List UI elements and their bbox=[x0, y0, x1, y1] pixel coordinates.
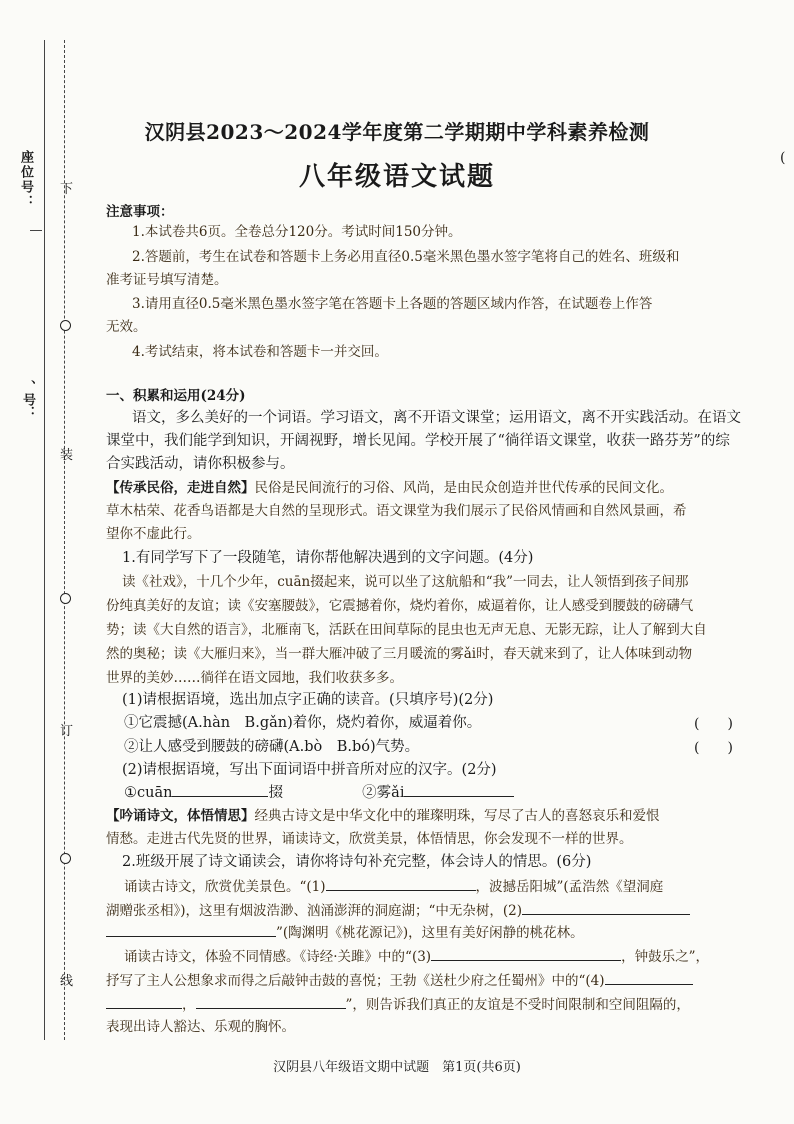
poem-line-4 bbox=[124, 946, 764, 967]
answer-paren-1[interactable]: ( ) bbox=[694, 716, 733, 732]
seat-number-label: 座位号： bbox=[18, 150, 33, 210]
poem-line-2 bbox=[106, 900, 746, 921]
intro-line-3: 合实践活动，请你积极参与。 bbox=[106, 456, 295, 472]
block2-text-1: 经典古诗文是中华文化中的璀璨明珠，写尽了古人的喜怒哀乐和爱恨 bbox=[254, 808, 660, 824]
question-1-1: (1)请根据语境，选出加点字正确的读音。(只填序号)(2分) bbox=[122, 692, 494, 708]
essay-line-5: 世界的美妙……徜徉在语文园地，我们收获多多。 bbox=[106, 670, 403, 686]
poem-blank-2[interactable] bbox=[522, 900, 690, 915]
block1-line-1 bbox=[106, 478, 746, 498]
note-1: 1.本试卷共6页。全卷总分120分。考试时间150分钟。 bbox=[132, 224, 462, 240]
poem-2-lead: 湖赠张丞相》)，这里有烟波浩渺、汹涌澎湃的洞庭湖；“中无杂树，(2) bbox=[106, 903, 523, 919]
block2-tag: 【吟诵诗文，体悟情思】 bbox=[106, 808, 255, 824]
question-1-2-answers bbox=[124, 782, 764, 803]
poem-1-lead: 诵读古诗文，欣赏优美景色。“(1) bbox=[124, 879, 326, 895]
page-footer: 汉阴县八年级语文期中试题 第1页(共6页) bbox=[273, 1060, 521, 1075]
block2-line-1 bbox=[106, 806, 746, 826]
section-heading: 一、积累和运用(24分) bbox=[106, 388, 246, 404]
binding-char-xia: 下 bbox=[60, 182, 74, 197]
poem-blank-4[interactable] bbox=[605, 970, 693, 985]
question-1-2: (2)请根据语境，写出下面词语中拼音所对应的汉字。(2分) bbox=[122, 762, 497, 778]
poem-blank-4-cont-b[interactable] bbox=[196, 994, 346, 1009]
notes-heading: 注意事项： bbox=[106, 204, 174, 220]
note-2a: 2.答题前，考生在试卷和答题卡上务必用直径0.5毫米黑色墨水签字笔将自己的姓名、班级和 bbox=[132, 249, 680, 265]
poem-blank-4-cont-a[interactable] bbox=[106, 994, 182, 1009]
poem-3-tail: ”(陶渊明《桃花源记》)，这里有美好闲静的桃花林。 bbox=[276, 925, 584, 941]
answer-paren-2[interactable]: ( ) bbox=[694, 740, 733, 756]
poem-line-1 bbox=[124, 876, 764, 897]
poem-1-tail: ，波撼岳阳城”(孟浩然《望洞庭 bbox=[475, 879, 664, 895]
answer-blank-ai[interactable] bbox=[404, 782, 514, 797]
binding-char-xian: 线 bbox=[60, 974, 74, 989]
corner-mark: ( bbox=[780, 150, 786, 166]
poem-blank-3[interactable] bbox=[431, 946, 621, 961]
note-3a: 3.请用直径0.5毫米黑色墨水签字笔在答题卡上各题的答题区域内作答，在试题卷上作答 bbox=[132, 296, 653, 312]
binding-hole-3 bbox=[60, 853, 71, 864]
seat-underline bbox=[30, 230, 42, 231]
binding-char-ding: 订 bbox=[60, 724, 74, 739]
intro-line-1: 语文，多么美好的一个词语。学习语文，离不开语文课堂；运用语文，离不开实践活动。在语文 bbox=[132, 410, 741, 426]
intro-line-2: 课堂中，我们能学到知识，开阔视野，增长见闻。学校开展了“徜徉语文课堂，收获一路芬芳”的综 bbox=[106, 433, 730, 449]
essay-line-2: 份纯真美好的友谊；读《安塞腰鼓》，它震撼着你，烧灼着你，威逼着你，让人感受到腰鼓的磅礴气 bbox=[106, 598, 694, 614]
exam-subtitle: 八年级语文试题 bbox=[298, 162, 495, 192]
note-4: 4.考试结束，将本试卷和答题卡一并交回。 bbox=[132, 344, 388, 360]
poem-line-7: 表现出诗人豁达、乐观的胸怀。 bbox=[106, 1019, 295, 1035]
poem-6-tail: ”，则告诉我们真正的友谊是不受时间限制和空间阻隔的， bbox=[345, 997, 690, 1013]
question-1-2-b: ②雾ǎi bbox=[362, 785, 405, 801]
poem-line-6 bbox=[106, 994, 746, 1015]
binding-char-zhuang: 装 bbox=[60, 448, 74, 463]
poem-blank-2-cont[interactable] bbox=[106, 922, 276, 937]
essay-line-3: 势；读《大自然的语言》，北雁南飞，活跃在田间草际的昆虫也无声无息、无影无踪，让人了解到大自 bbox=[106, 622, 707, 638]
block2-line-2: 情愁。走进古代先贤的世界，诵读诗文，欣赏美景，体悟情思，你会发现不一样的世界。 bbox=[106, 831, 633, 847]
question-1-2-a-tail: 掇 bbox=[268, 785, 283, 801]
poem-line-5 bbox=[106, 970, 746, 991]
binding-hole-2 bbox=[60, 593, 71, 604]
question-1-2-a: ①cuān bbox=[124, 785, 173, 801]
poem-4-lead: 诵读古诗文，体验不同情感。《诗经·关雎》中的“(3) bbox=[124, 949, 432, 965]
question-1: 1.有同学写下了一段随笔，请你帮他解决遇到的文字问题。(4分) bbox=[122, 550, 534, 566]
block1-line-2: 草木枯荣、花香鸟语都是大自然的呈现形式。语文课堂为我们展示了民俗风情画和自然风景画，希 bbox=[106, 503, 687, 519]
exam-number-label: 、号： bbox=[20, 380, 35, 419]
question-1-1-a: ①它震撼(A.hàn B.gǎn)着你，烧灼着你，威逼着你。 bbox=[124, 715, 482, 731]
question-1-1-b: ②让人感受到腰鼓的磅礴(A.bò B.bó)气势。 bbox=[124, 739, 420, 755]
poem-line-3 bbox=[106, 922, 746, 943]
poem-5-lead: 抒写了主人公想象求而得之后敲钟击鼓的喜悦；王勃《送杜少府之任蜀州》中的“(4) bbox=[106, 973, 605, 989]
note-2b: 准考证号填写清楚。 bbox=[106, 272, 228, 288]
poem-6-comma: ， bbox=[182, 997, 196, 1013]
answer-blank-cuan[interactable] bbox=[172, 782, 268, 797]
binding-hole-1 bbox=[60, 320, 71, 331]
note-3b: 无效。 bbox=[106, 319, 147, 335]
block1-text-1: 民俗是民间流行的习俗、风尚，是由民众创造并世代传承的民间文化。 bbox=[254, 480, 673, 496]
exam-title: 汉阴县2023～2024学年度第二学期期中学科素养检测 bbox=[144, 120, 650, 144]
poem-4-tail: ，钟鼓乐之”， bbox=[621, 949, 709, 965]
block1-tag: 【传承民俗，走进自然】 bbox=[106, 480, 255, 496]
block1-line-3: 望你不虚此行。 bbox=[106, 526, 201, 542]
essay-line-1: 读《社戏》，十几个少年，cuān掇起来，说可以坐了这航船和“我”一同去，让人领悟到孩子间那 bbox=[122, 574, 689, 590]
question-2: 2.班级开展了诗文诵读会，请你将诗句补充完整，体会诗人的情思。(6分) bbox=[122, 854, 592, 870]
poem-blank-1[interactable] bbox=[326, 876, 476, 891]
essay-line-4: 然的奥秘；读《大雁归来》，当一群大雁冲破了三月暖流的雾ǎi时，春天就来到了，让人体味到动物 bbox=[106, 646, 693, 662]
